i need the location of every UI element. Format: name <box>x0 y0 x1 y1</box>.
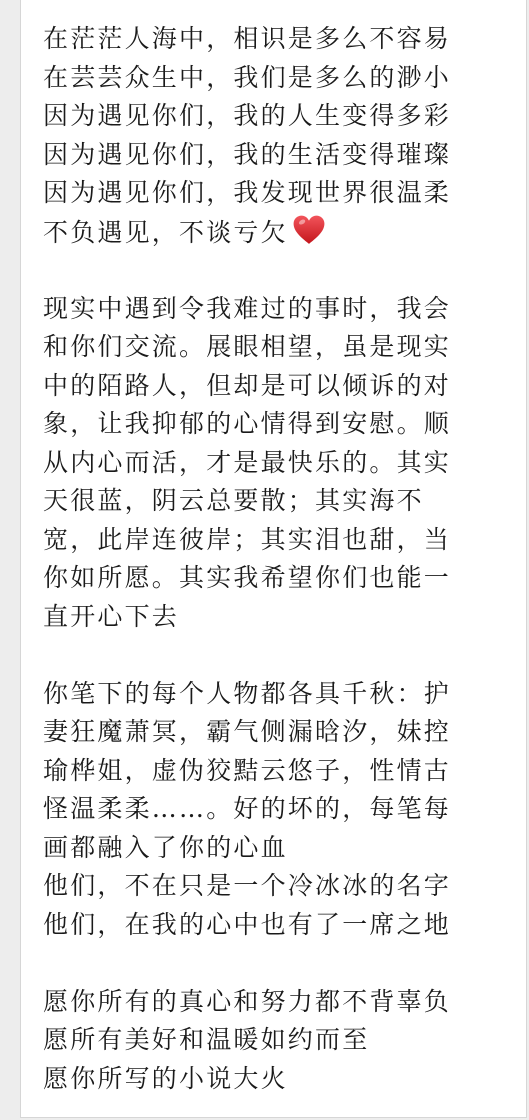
text-line: 怪温柔柔……。好的坏的，每笔每 <box>43 794 452 823</box>
paragraph-1 <box>43 20 513 251</box>
text-line: 因为遇见你们，我的人生变得多彩 <box>43 101 452 130</box>
text-line: 在茫茫人海中，相识是多么不容易 <box>43 24 452 53</box>
text-line: 因为遇见你们，我的生活变得璀璨 <box>43 139 452 169</box>
text-line: 和你们交流。展眼相望，虽是现实 <box>43 332 452 361</box>
text-line-with-emoji <box>43 213 513 252</box>
text-line: 愿你所有的真心和努力都不背辜负 <box>43 986 452 1016</box>
red-heart-icon <box>292 213 326 247</box>
paragraph-2 <box>43 290 513 637</box>
paragraph-gap <box>43 944 513 983</box>
text-line: 因为遇见你们，我发现世界很温柔 <box>43 178 452 207</box>
text-line: 从内心而活，才是最快乐的。其实 <box>43 447 452 477</box>
text-line: 不负遇见，不谈亏欠 <box>43 217 288 247</box>
text-line: 瑜桦姐，虚伪狡黠云悠子，性情古 <box>43 755 452 785</box>
post-body <box>43 20 513 1098</box>
text-line: 直开心下去 <box>43 601 180 631</box>
paragraph-4 <box>43 983 513 1099</box>
text-line: 现实中遇到令我难过的事时，我会 <box>43 293 452 323</box>
text-line: 愿你所写的小说大火 <box>43 1063 288 1093</box>
text-line: 妻狂魔萧冥，霸气侧漏晗汐，妹控 <box>43 717 452 746</box>
text-line: 天很蓝，阴云总要散；其实海不 <box>43 486 424 515</box>
text-line: 愿所有美好和温暖如约而至 <box>43 1025 370 1054</box>
text-line: 宽，此岸连彼岸；其实泪也甜，当 <box>43 524 452 554</box>
post-card <box>20 0 527 1118</box>
text-line: 画都融入了你的心血 <box>43 832 288 862</box>
text-line: 他们，在我的心中也有了一席之地 <box>43 909 452 939</box>
paragraph-gap <box>43 636 513 675</box>
text-line: 他们，不在只是一个冷冰冰的名字 <box>43 871 452 900</box>
paragraph-3 <box>43 675 513 945</box>
text-line: 你笔下的每个人物都各具千秋：护 <box>43 678 452 708</box>
paragraph-gap <box>43 251 513 290</box>
text-line: 你如所愿。其实我希望你们也能一 <box>43 563 452 592</box>
text-line: 象，让我抑郁的心情得到安慰。顺 <box>43 409 452 438</box>
text-line: 在芸芸众生中，我们是多么的渺小 <box>43 62 452 92</box>
text-line: 中的陌路人，但却是可以倾诉的对 <box>43 370 452 400</box>
